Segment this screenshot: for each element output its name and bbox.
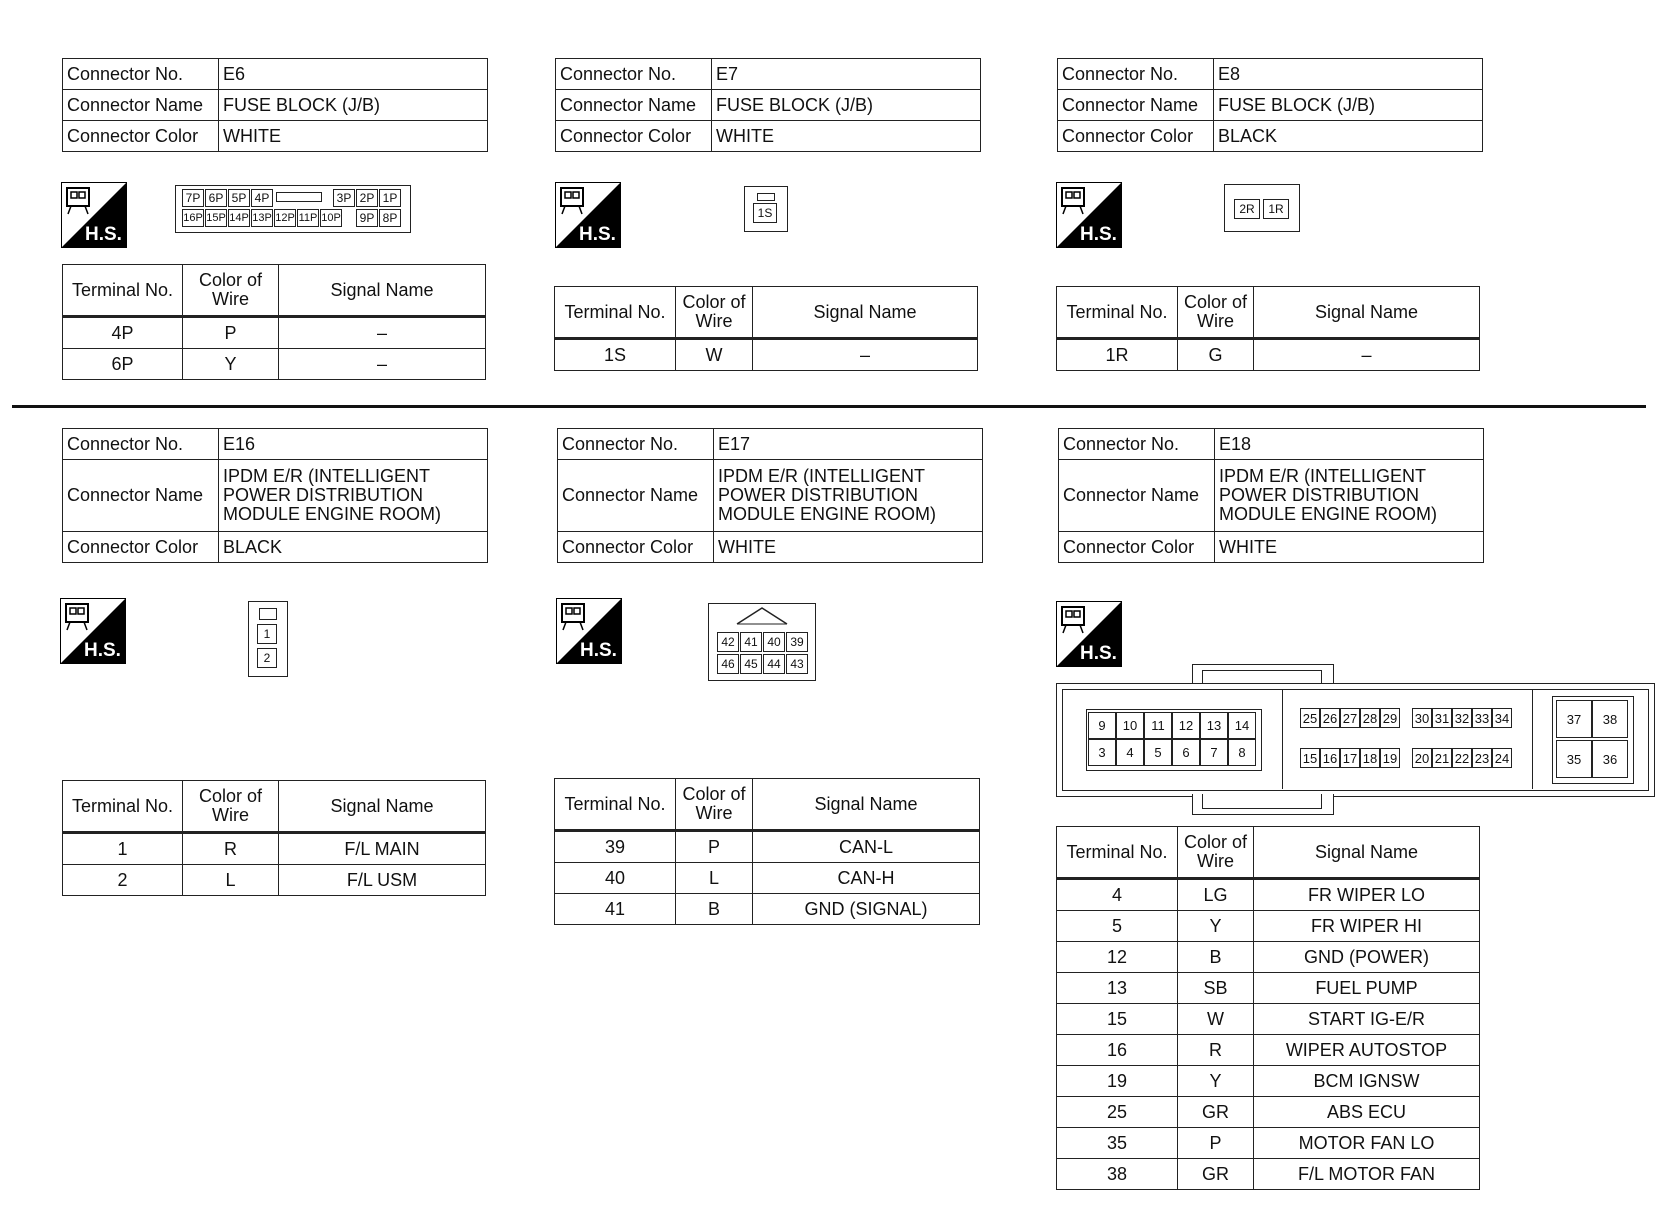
name-line: POWER DISTRIBUTION	[718, 485, 919, 505]
label-connector-no: Connector No.	[558, 429, 714, 460]
pin: 38	[1592, 700, 1628, 738]
name-line: IPDM E/R (INTELLIGENT	[718, 466, 926, 486]
terminal-cell: 15	[1057, 1004, 1178, 1035]
label-connector-color: Connector Color	[558, 532, 714, 563]
harness-side-icon	[555, 182, 621, 248]
signal-cell: FR WIPER LO	[1254, 879, 1480, 911]
terminal-cell: 13	[1057, 973, 1178, 1004]
pin: 9	[1088, 712, 1116, 739]
pin: 12P	[274, 209, 296, 227]
hs-label: H.S.	[1080, 643, 1117, 664]
table-row	[1057, 942, 1480, 973]
pin: 2P	[356, 189, 378, 207]
pin: 2	[257, 648, 277, 668]
name-line: IPDM E/R (INTELLIGENT	[223, 466, 431, 486]
pin: 3	[1088, 739, 1116, 766]
terminal-cell: 4	[1057, 879, 1178, 911]
header-color-of-wire: Color of Wire	[676, 287, 753, 339]
hs-label: H.S.	[580, 640, 617, 661]
terminal-cell: 40	[555, 863, 676, 894]
terminal-cell: 38	[1057, 1159, 1178, 1190]
pin: 15	[1300, 748, 1320, 768]
name-line: MODULE ENGINE ROOM)	[1219, 504, 1438, 524]
signal-cell: –	[1254, 339, 1480, 371]
header-signal-name: Signal Name	[279, 265, 486, 317]
pin: 29	[1380, 708, 1400, 728]
terminal-cell: 1S	[555, 339, 676, 371]
signal-cell: F/L MAIN	[279, 833, 486, 865]
connector-info-e18	[1058, 428, 1484, 563]
signal-cell: GND (POWER)	[1254, 942, 1480, 973]
pin: 40	[763, 632, 785, 652]
header-terminal-no: Terminal No.	[1057, 827, 1178, 879]
header-terminal-no: Terminal No.	[63, 265, 183, 317]
header-terminal-no: Terminal No.	[63, 781, 183, 833]
section-separator	[1532, 689, 1533, 789]
connector-no-value: E17	[714, 429, 983, 460]
header-color-of-wire: Color of Wire	[1178, 287, 1254, 339]
signal-cell: –	[279, 349, 486, 380]
connector-face-e7	[744, 186, 788, 232]
pin: 9P	[356, 209, 378, 227]
pin: 11P	[297, 209, 319, 227]
terminal-cell: 5	[1057, 911, 1178, 942]
hs-label: H.S.	[85, 224, 122, 245]
connector-no-value: E8	[1214, 59, 1483, 90]
wire-color-cell: W	[1178, 1004, 1254, 1035]
signal-cell: F/L USM	[279, 865, 486, 896]
section-divider	[12, 405, 1646, 408]
header-color-of-wire: Color of Wire	[183, 781, 279, 833]
table-row	[1057, 1066, 1480, 1097]
pin: 39	[786, 632, 808, 652]
signal-cell: CAN-H	[753, 863, 980, 894]
pin: 36	[1592, 740, 1628, 778]
wire-color-cell: GR	[1178, 1097, 1254, 1128]
terminal-cell: 1	[63, 833, 183, 865]
header-color-of-wire: Color of Wire	[1178, 827, 1254, 879]
name-line: POWER DISTRIBUTION	[223, 485, 424, 505]
pin: 12	[1172, 712, 1200, 739]
connector-latch-shape	[709, 604, 815, 626]
pin: 23	[1472, 748, 1492, 768]
signal-cell: F/L MOTOR FAN	[1254, 1159, 1480, 1190]
connector-info-e16	[62, 428, 488, 563]
terminal-cell: 12	[1057, 942, 1178, 973]
harness-side-icon	[556, 598, 622, 664]
connector-name-value	[219, 460, 488, 532]
pin: 6	[1172, 739, 1200, 766]
pin: 18	[1360, 748, 1380, 768]
pin: 31	[1432, 708, 1452, 728]
label-connector-name: Connector Name	[556, 90, 712, 121]
harness-side-icon	[61, 182, 127, 248]
connector-name-value: FUSE BLOCK (J/B)	[219, 90, 488, 121]
pin: 24	[1492, 748, 1512, 768]
table-row	[555, 339, 978, 371]
connector-color-value: WHITE	[1215, 532, 1484, 563]
pin: 26	[1320, 708, 1340, 728]
table-row	[1057, 339, 1480, 371]
pin: 33	[1472, 708, 1492, 728]
connector-face-e8	[1224, 184, 1300, 232]
wire-color-cell: Y	[1178, 1066, 1254, 1097]
pin: 25	[1300, 708, 1320, 728]
label-connector-name: Connector Name	[1058, 90, 1214, 121]
wire-color-cell: G	[1178, 339, 1254, 371]
pin: 27	[1340, 708, 1360, 728]
pin: 11	[1144, 712, 1172, 739]
table-row	[1057, 911, 1480, 942]
connector-info-e7	[555, 58, 981, 152]
harness-side-icon	[60, 598, 126, 664]
connector-name-value	[1215, 460, 1484, 532]
table-row	[63, 865, 486, 896]
table-row	[1057, 1159, 1480, 1190]
signal-cell: CAN-L	[753, 831, 980, 863]
label-connector-no: Connector No.	[63, 429, 219, 460]
pin: 45	[740, 654, 762, 674]
label-connector-name: Connector Name	[1059, 460, 1215, 532]
wire-color-cell: P	[1178, 1128, 1254, 1159]
terminal-cell: 1R	[1057, 339, 1178, 371]
pin: 37	[1556, 700, 1592, 738]
connector-face-e6	[175, 185, 411, 233]
label-connector-name: Connector Name	[63, 90, 219, 121]
pin: 7P	[182, 189, 204, 207]
header-signal-name: Signal Name	[1254, 287, 1480, 339]
connector-color-value: BLACK	[219, 532, 488, 563]
pin: 44	[763, 654, 785, 674]
pin: 1R	[1263, 199, 1289, 219]
connector-tab-bottom-inner	[1202, 794, 1322, 809]
pin: 6P	[205, 189, 227, 207]
table-row	[1057, 879, 1480, 911]
wire-color-cell: B	[676, 894, 753, 925]
label-connector-no: Connector No.	[1059, 429, 1215, 460]
wire-color-cell: L	[183, 865, 279, 896]
label-connector-color: Connector Color	[63, 121, 219, 152]
pin: 8P	[379, 209, 401, 227]
signal-cell: GND (SIGNAL)	[753, 894, 980, 925]
label-connector-name: Connector Name	[63, 460, 219, 532]
wire-color-cell: GR	[1178, 1159, 1254, 1190]
header-color-of-wire: Color of Wire	[676, 779, 753, 831]
terminal-cell: 16	[1057, 1035, 1178, 1066]
pin: 7	[1200, 739, 1228, 766]
name-line: MODULE ENGINE ROOM)	[223, 504, 442, 524]
pin: 8	[1228, 739, 1256, 766]
pin: 35	[1556, 740, 1592, 778]
signal-cell: BCM IGNSW	[1254, 1066, 1480, 1097]
wire-color-cell: R	[1178, 1035, 1254, 1066]
signal-cell: –	[753, 339, 978, 371]
pin-blank	[276, 192, 322, 202]
pin: 10	[1116, 712, 1144, 739]
terminal-cell: 2	[63, 865, 183, 896]
signal-cell: START IG-E/R	[1254, 1004, 1480, 1035]
header-signal-name: Signal Name	[279, 781, 486, 833]
label-connector-color: Connector Color	[63, 532, 219, 563]
pin: 43	[786, 654, 808, 674]
pin: 4P	[251, 189, 273, 207]
wire-color-cell: Y	[1178, 911, 1254, 942]
signal-cell: FR WIPER HI	[1254, 911, 1480, 942]
terminal-cell: 6P	[63, 349, 183, 380]
table-row	[1057, 1035, 1480, 1066]
terminal-table-e17	[554, 778, 980, 925]
table-row	[555, 863, 980, 894]
connector-latch	[259, 608, 277, 620]
terminal-cell: 25	[1057, 1097, 1178, 1128]
pin: 28	[1360, 708, 1380, 728]
connector-info-e8	[1057, 58, 1483, 152]
pin: 5	[1144, 739, 1172, 766]
connector-info-e17	[557, 428, 983, 563]
wire-color-cell: R	[183, 833, 279, 865]
section-separator	[1282, 689, 1283, 789]
connector-info-e6	[62, 58, 488, 152]
pin: 1	[257, 624, 277, 644]
connector-face-e18	[1056, 664, 1657, 816]
signal-cell: MOTOR FAN LO	[1254, 1128, 1480, 1159]
table-row	[555, 894, 980, 925]
pin: 2R	[1234, 199, 1260, 219]
pin: 21	[1432, 748, 1452, 768]
connector-no-value: E6	[219, 59, 488, 90]
signal-cell: ABS ECU	[1254, 1097, 1480, 1128]
header-terminal-no: Terminal No.	[555, 287, 676, 339]
pin: 5P	[228, 189, 250, 207]
label-connector-name: Connector Name	[558, 460, 714, 532]
name-line: IPDM E/R (INTELLIGENT	[1219, 466, 1427, 486]
terminal-cell: 35	[1057, 1128, 1178, 1159]
pin: 42	[717, 632, 739, 652]
connector-no-value: E7	[712, 59, 981, 90]
terminal-cell: 41	[555, 894, 676, 925]
connector-no-value: E18	[1215, 429, 1484, 460]
hs-label: H.S.	[579, 224, 616, 245]
pin: 34	[1492, 708, 1512, 728]
table-row	[555, 831, 980, 863]
terminal-cell: 4P	[63, 317, 183, 349]
connector-face-e16	[248, 601, 288, 677]
connector-name-value: FUSE BLOCK (J/B)	[1214, 90, 1483, 121]
terminal-cell: 39	[555, 831, 676, 863]
name-line: POWER DISTRIBUTION	[1219, 485, 1420, 505]
pin: 32	[1452, 708, 1472, 728]
wire-color-cell: B	[1178, 942, 1254, 973]
wire-color-cell: LG	[1178, 879, 1254, 911]
header-signal-name: Signal Name	[753, 287, 978, 339]
harness-side-icon	[1056, 182, 1122, 248]
label-connector-no: Connector No.	[63, 59, 219, 90]
connector-face-e17	[708, 603, 816, 681]
hs-label: H.S.	[84, 640, 121, 661]
connector-color-value: WHITE	[712, 121, 981, 152]
connector-color-value: WHITE	[219, 121, 488, 152]
signal-cell: WIPER AUTOSTOP	[1254, 1035, 1480, 1066]
pin: 10P	[320, 209, 342, 227]
label-connector-color: Connector Color	[556, 121, 712, 152]
name-line: MODULE ENGINE ROOM)	[718, 504, 937, 524]
pin: 46	[717, 654, 739, 674]
terminal-table-e16	[62, 780, 486, 896]
header-terminal-no: Terminal No.	[1057, 287, 1178, 339]
pin: 16P	[182, 209, 204, 227]
table-row	[1057, 973, 1480, 1004]
table-row	[63, 349, 486, 380]
hs-label: H.S.	[1080, 224, 1117, 245]
wire-color-cell: P	[676, 831, 753, 863]
pin: 13P	[251, 209, 273, 227]
pin: 41	[740, 632, 762, 652]
wire-color-cell: P	[183, 317, 279, 349]
header-signal-name: Signal Name	[753, 779, 980, 831]
table-row	[1057, 1128, 1480, 1159]
harness-side-icon	[1056, 601, 1122, 667]
wire-color-cell: Y	[183, 349, 279, 380]
pin: 4	[1116, 739, 1144, 766]
terminal-cell: 19	[1057, 1066, 1178, 1097]
wire-color-cell: W	[676, 339, 753, 371]
header-signal-name: Signal Name	[1254, 827, 1480, 879]
pin: 14	[1228, 712, 1256, 739]
pin: 3P	[333, 189, 355, 207]
label-connector-color: Connector Color	[1059, 532, 1215, 563]
connector-color-value: WHITE	[714, 532, 983, 563]
table-row	[1057, 1004, 1480, 1035]
wire-color-cell: SB	[1178, 973, 1254, 1004]
terminal-table-e8	[1056, 286, 1480, 371]
pin: 15P	[205, 209, 227, 227]
header-terminal-no: Terminal No.	[555, 779, 676, 831]
label-connector-color: Connector Color	[1058, 121, 1214, 152]
pin: 30	[1412, 708, 1432, 728]
pin: 19	[1380, 748, 1400, 768]
pin: 14P	[228, 209, 250, 227]
terminal-table-e18	[1056, 826, 1480, 1190]
terminal-table-e6	[62, 264, 486, 380]
label-connector-no: Connector No.	[1058, 59, 1214, 90]
pin: 1S	[753, 203, 777, 223]
label-connector-no: Connector No.	[556, 59, 712, 90]
connector-name-value	[714, 460, 983, 532]
table-row	[63, 833, 486, 865]
pin: 22	[1452, 748, 1472, 768]
signal-cell: FUEL PUMP	[1254, 973, 1480, 1004]
table-row	[1057, 1097, 1480, 1128]
pin: 16	[1320, 748, 1340, 768]
header-color-of-wire: Color of Wire	[183, 265, 279, 317]
wire-color-cell: L	[676, 863, 753, 894]
pin: 13	[1200, 712, 1228, 739]
pin: 17	[1340, 748, 1360, 768]
connector-no-value: E16	[219, 429, 488, 460]
pin: 20	[1412, 748, 1432, 768]
pin: 1P	[379, 189, 401, 207]
terminal-table-e7	[554, 286, 978, 371]
table-row	[63, 317, 486, 349]
connector-name-value: FUSE BLOCK (J/B)	[712, 90, 981, 121]
signal-cell: –	[279, 317, 486, 349]
connector-latch	[757, 193, 775, 201]
connector-color-value: BLACK	[1214, 121, 1483, 152]
